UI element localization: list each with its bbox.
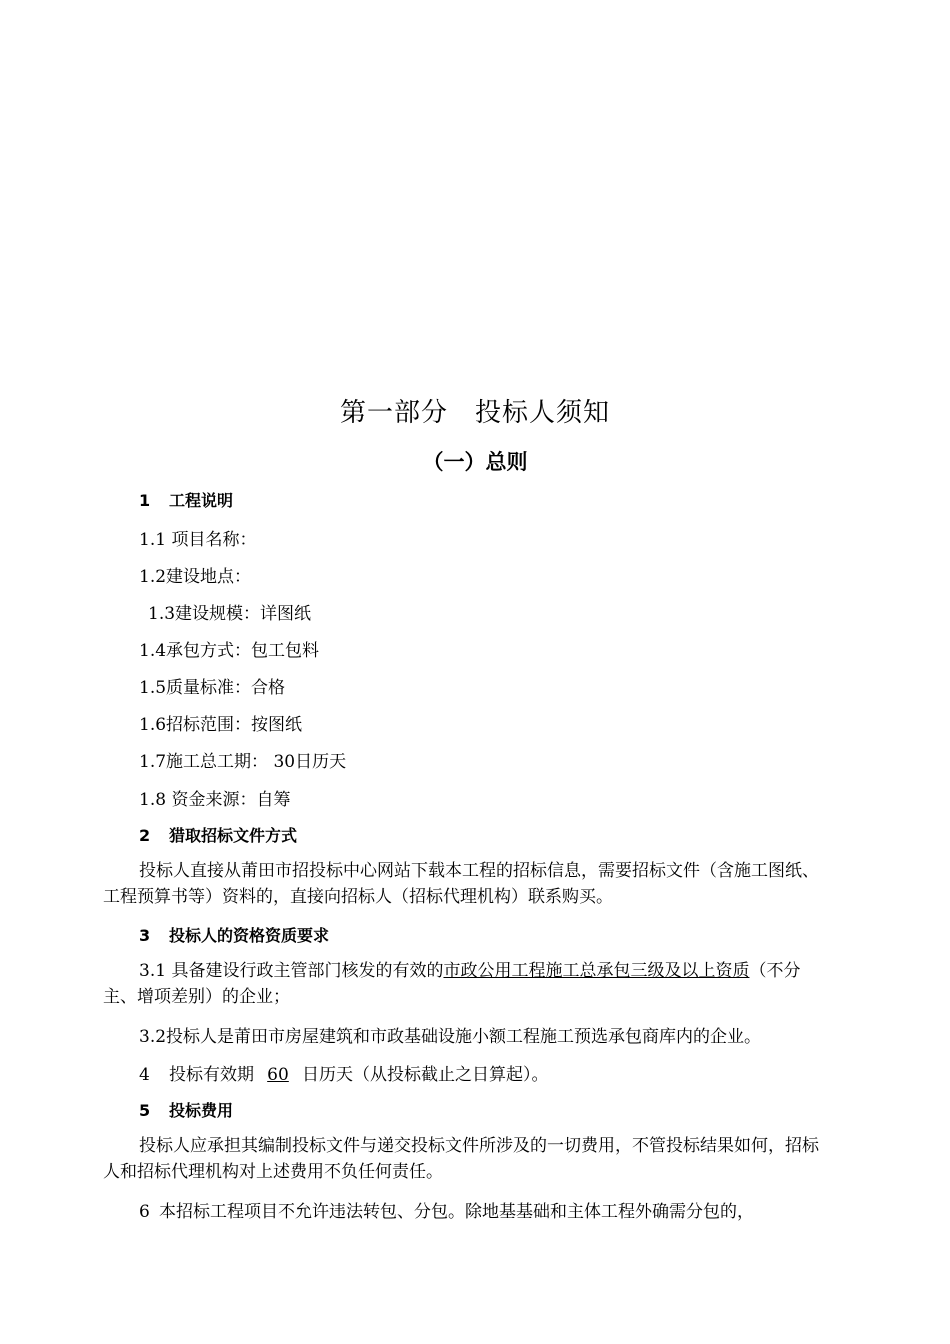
section-number: 1 <box>139 491 151 510</box>
section-number: 6 <box>139 1202 150 1222</box>
section-3-heading <box>139 923 329 946</box>
item-1-3: 1.3建设规模：详图纸 <box>148 604 312 624</box>
section-4-line <box>139 1060 549 1085</box>
qualification-requirement: 市政公用工程施工总承包三级及以上资质 <box>443 961 750 981</box>
section-2-heading <box>139 823 297 846</box>
section-heading-text: 投标费用 <box>169 1101 234 1120</box>
item-3-1-suffix: （不分主、增项差别）的企业； <box>103 961 801 1007</box>
validity-suffix: 日历天（从投标截止之日算起）。 <box>302 1065 549 1085</box>
item-1-8: 1.8 资金来源：自筹 <box>139 790 291 810</box>
section-number: 2 <box>139 826 151 845</box>
item-1-2: 1.2建设地点： <box>139 567 252 587</box>
item-1-6: 1.6招标范围：按图纸 <box>139 715 303 735</box>
item-1-1: 1.1 项目名称： <box>139 530 257 550</box>
section-2-paragraph: 投标人直接从莆田市招投标中心网站下载本工程的招标信息，需要招标文件（含施工图纸、工程预算书等）资料的，直接向招标人（招标代理机构）联系购买。 <box>103 861 819 907</box>
section-number: 3 <box>139 926 151 945</box>
section-5-paragraph: 投标人应承担其编制投标文件与递交投标文件所涉及的一切费用，不管投标结果如何，招标人和招标代理机构对上述费用不负任何责任。 <box>103 1136 819 1182</box>
section-heading-text: 投标人的资格资质要求 <box>169 926 330 945</box>
validity-days-value: 60 <box>267 1065 289 1085</box>
section-subtitle: （一）总则 <box>422 450 528 474</box>
section-6-line <box>139 1197 754 1222</box>
item-1-5: 1.5质量标准：合格 <box>139 678 286 698</box>
section-heading-text: 猎取招标文件方式 <box>169 826 298 845</box>
section-6-text: 本招标工程项目不允许违法转包、分包。除地基基础和主体工程外确需分包的， <box>159 1202 754 1222</box>
section-5-heading <box>139 1098 233 1121</box>
item-1-4: 1.4承包方式：包工包料 <box>139 641 320 661</box>
item-3-1-text: 3.1 具备建设行政主管部门核发的有效的 <box>139 961 444 981</box>
item-3-1 <box>103 958 833 1010</box>
section-heading-text: 工程说明 <box>169 491 234 510</box>
page-title: 第一部分 投标人须知 <box>339 398 610 428</box>
section-number: 4 <box>139 1065 150 1085</box>
section-number: 5 <box>139 1101 151 1120</box>
item-1-7: 1.7施工总工期： 30日历天 <box>139 752 347 772</box>
validity-label: 投标有效期 <box>169 1065 254 1085</box>
item-3-2: 3.2投标人是莆田市房屋建筑和市政基础设施小额工程施工预选承包商库内的企业。 <box>139 1027 762 1047</box>
section-1-heading <box>139 488 233 511</box>
